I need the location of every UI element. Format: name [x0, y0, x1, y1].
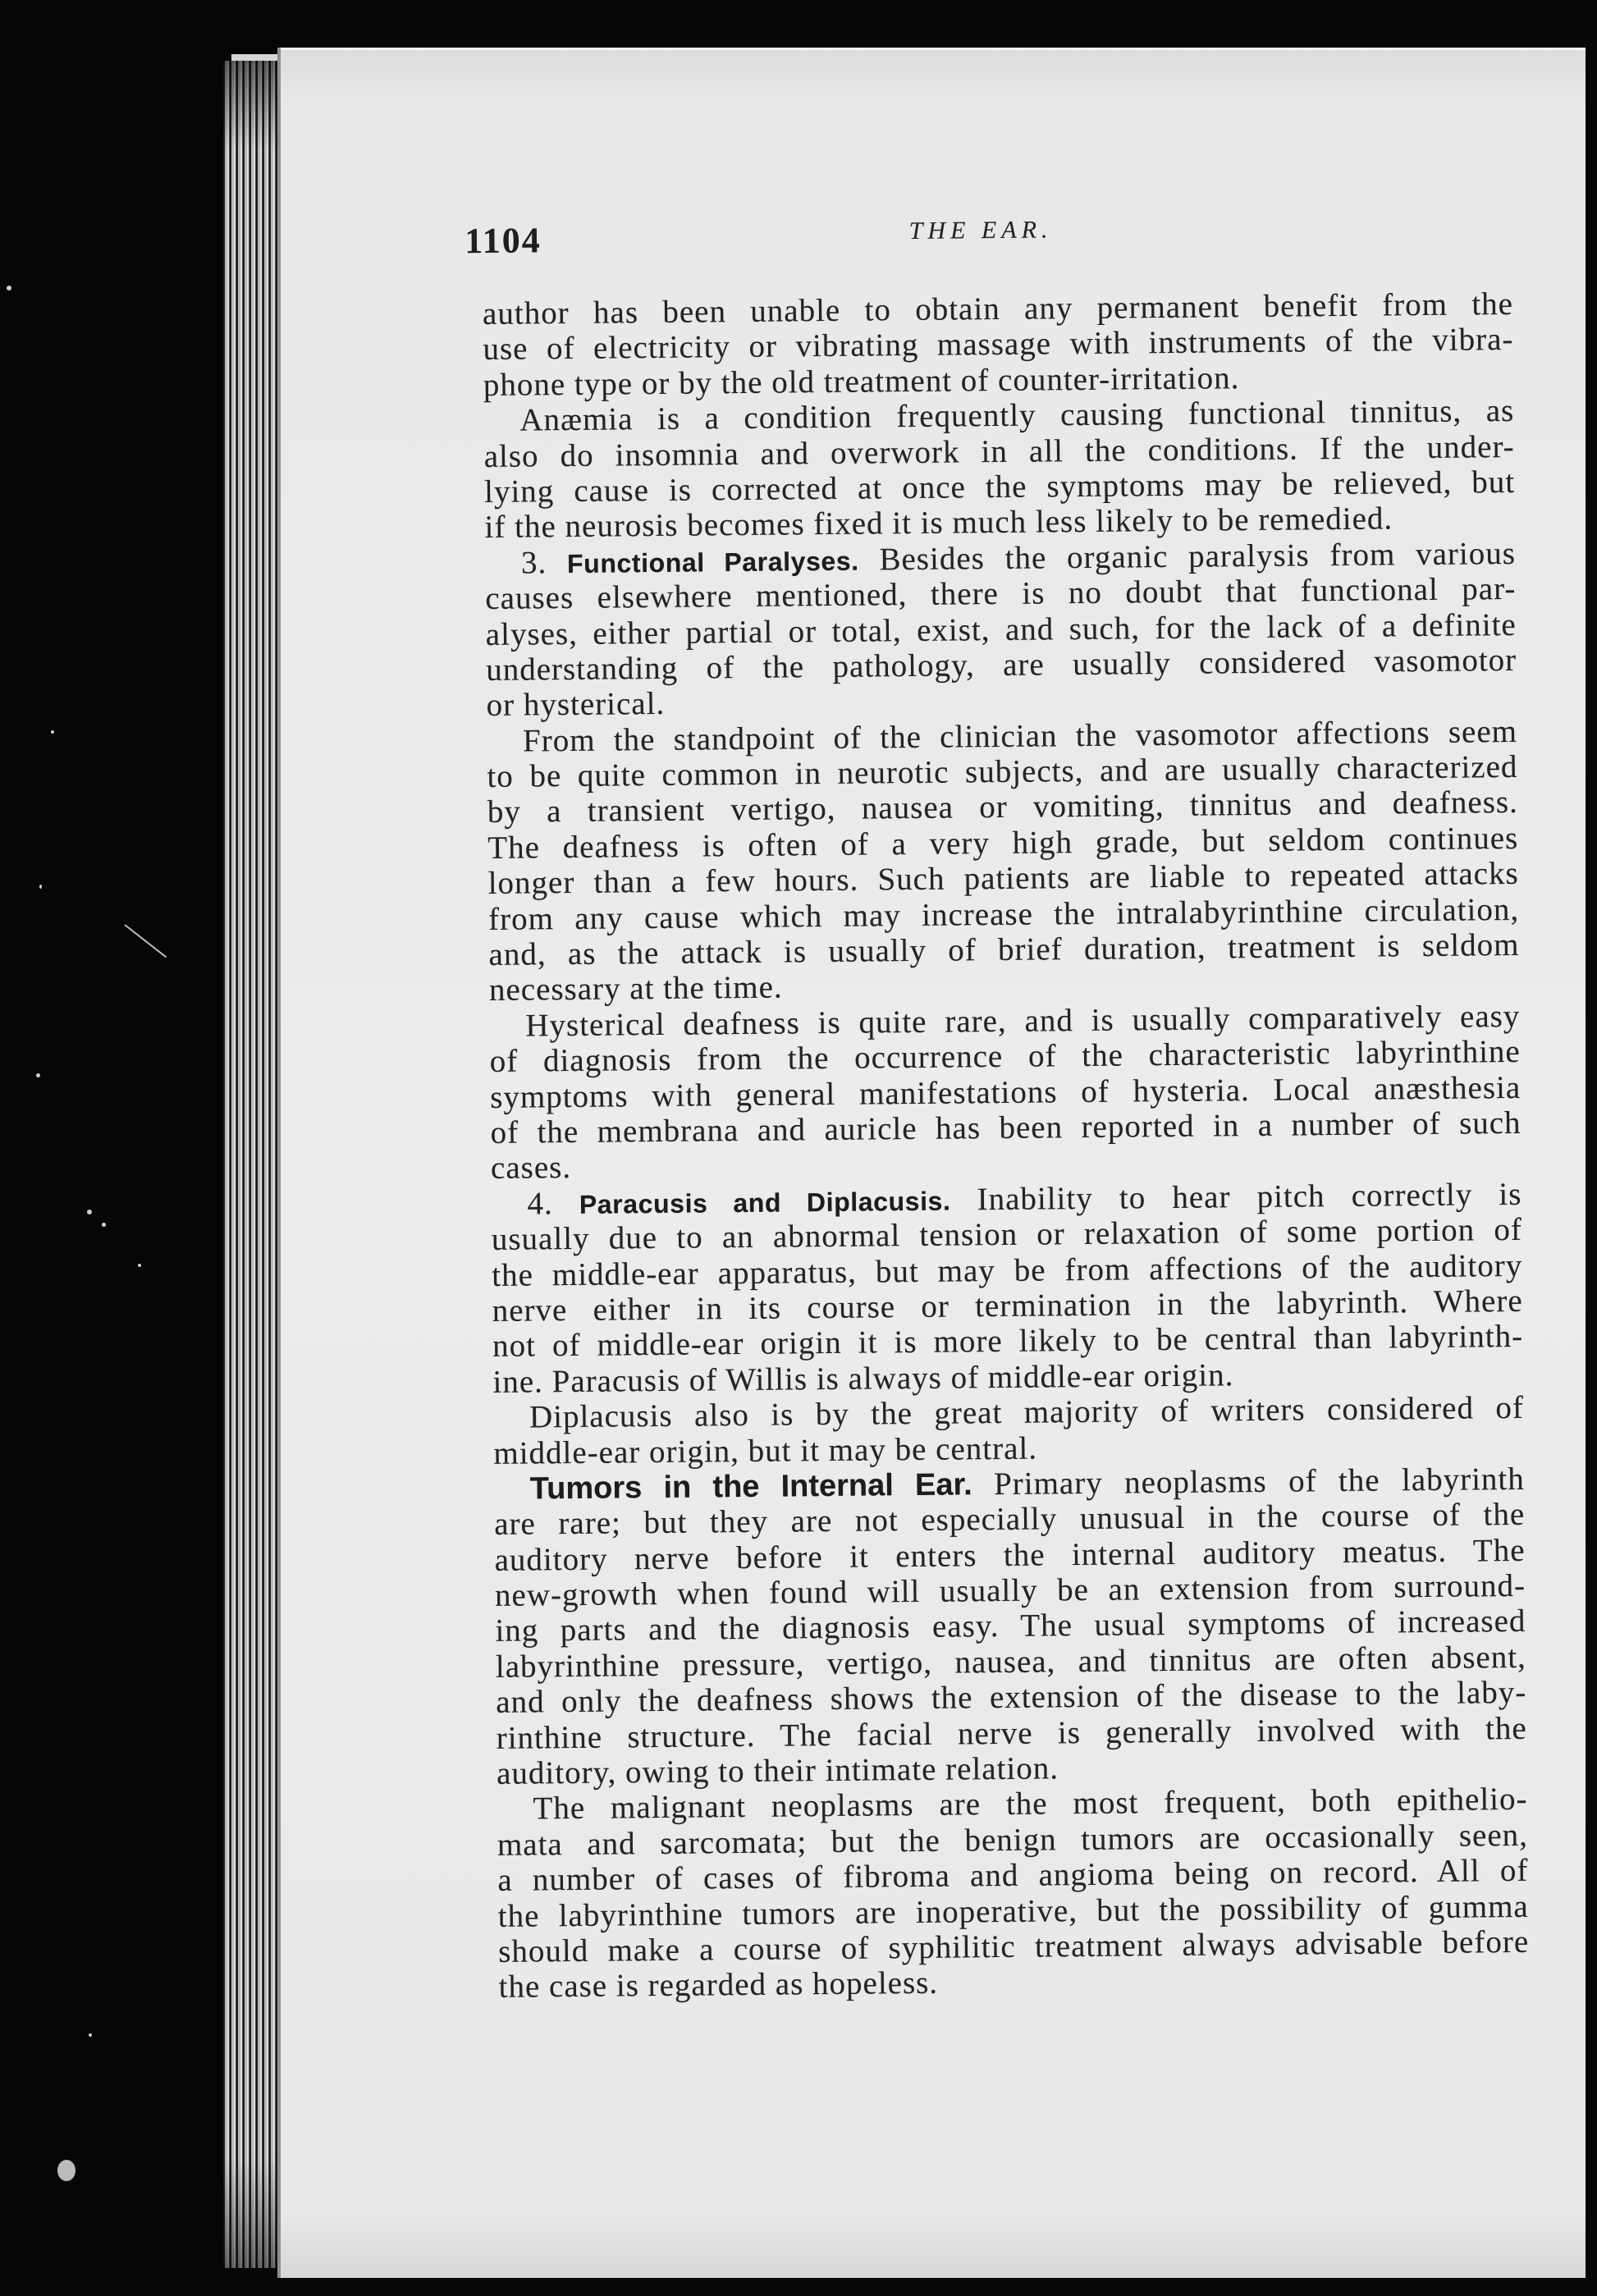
- text-line: are rare; but they are not especially unusual in the course of the: [494, 1497, 1526, 1543]
- text-line: nerve either in its course or termination in the labyrinth. Where: [492, 1283, 1523, 1329]
- text-line: the case is regarded as hopeless.: [498, 1965, 939, 2006]
- section-heading: Paracusis and Diplacusis.: [579, 1186, 951, 1219]
- text-line: use of electricity or vibrating massage with instruments of the vibra-: [483, 322, 1514, 368]
- line-text: Inability to hear pitch correctly is: [977, 1176, 1522, 1218]
- section-heading: Functional Paralyses.: [566, 546, 859, 579]
- text-line: understanding of the pathology, are usually considered vasomotor: [486, 642, 1517, 688]
- text-line: longer than a few hours. Such patients are liable to repeated attacks: [487, 856, 1519, 902]
- paragraph: [491, 1177, 1523, 1400]
- text-line: if the neurosis becomes fixed it is much less likely to be remedied.: [484, 501, 1393, 546]
- paragraph: [496, 1781, 1529, 2005]
- paragraph: [485, 536, 1517, 724]
- text-line: auditory, owing to their intimate relation.: [496, 1750, 1059, 1791]
- page-number: 1104: [464, 220, 542, 262]
- text-line: necessary at the time.: [488, 969, 783, 1009]
- paragraph: [483, 286, 1514, 403]
- text-line: to be quite common in neurotic subjects, and are usually characterized: [487, 748, 1518, 795]
- text-line: new-growth when found will usually be an extension from surround-: [494, 1567, 1526, 1613]
- text-line: auditory nerve before it enters the internal auditory meatus. The: [494, 1532, 1526, 1578]
- text-line: Hysterical deafness is quite rare, and is usually comparatively easy: [525, 998, 1521, 1044]
- text-line: alyses, either partial or total, exist, and such, for the lack of a definite: [485, 606, 1517, 652]
- text-line: the labyrinthine tumors are inoperative, but the possibility of gumma: [497, 1888, 1529, 1934]
- text-line: mata and sarcomata; but the benign tumors are occasionally seen,: [496, 1817, 1529, 1863]
- text-line: should make a course of syphilitic treatment always advisable before: [498, 1923, 1530, 1969]
- text-line: also do insomnia and overwork in all the conditions. If the under-: [483, 428, 1515, 474]
- line-text: Primary neoplasms of the labyrinth: [993, 1461, 1525, 1502]
- text-line: lying cause is corrected at once the symptoms may be relieved, but: [483, 464, 1516, 510]
- text-line: ing parts and the diagnosis easy. The usual symptoms of increased: [495, 1603, 1526, 1649]
- text-line: phone type or by the old treatment of counter-irritation.: [483, 359, 1240, 403]
- paragraph: [483, 393, 1516, 546]
- paragraph: [489, 999, 1521, 1187]
- text-line: or hysterical.: [486, 686, 666, 724]
- text-line: a number of cases of fibroma and angioma being on record. All of: [497, 1853, 1529, 1899]
- text-line: ine. Paracusis of Willis is always of middle-ear origin.: [492, 1356, 1234, 1400]
- text-line: middle-ear origin, but it may be central.: [493, 1430, 1038, 1471]
- text-line: cases.: [490, 1150, 572, 1187]
- line-text: Besides the organic paralysis from various: [879, 535, 1517, 578]
- text-line: rinthine structure. The facial nerve is generally involved with the: [496, 1710, 1527, 1756]
- paragraph: [493, 1390, 1525, 1471]
- text-line: causes elsewhere mentioned, there is no doubt that functional par-: [485, 571, 1517, 617]
- text-line: from any cause which may increase the intralabyrinthine circulation,: [487, 891, 1520, 937]
- text-line: of the membrana and auricle has been reported in a number of such: [490, 1105, 1521, 1150]
- text-line: Diplacusis also is by the great majority of writers considered of: [529, 1389, 1525, 1435]
- section-number: 4.: [527, 1185, 553, 1222]
- text-line: The deafness is often of a very high grade, but seldom continues: [487, 820, 1519, 866]
- text-line: usually due to an abnormal tension or relaxation of some portion of: [491, 1212, 1523, 1258]
- text-line: and only the deafness shows the extension of the disease to the laby-: [496, 1675, 1527, 1721]
- body-text: [483, 286, 1530, 2006]
- text-line: labyrinthine pressure, vertigo, nausea, and tinnitus are often absent,: [495, 1639, 1527, 1685]
- text-line: not of middle-ear origin it is more likely to be central than labyrinth-: [492, 1319, 1524, 1365]
- text-line: The malignant neoplasms are the most frequent, both epithelio-: [533, 1781, 1528, 1827]
- section-heading: Tumors in the Internal Ear.: [529, 1467, 972, 1507]
- text-line: the middle-ear apparatus, but may be from affections of the auditory: [492, 1247, 1523, 1293]
- text-line: symptoms with general manifestations of hysteria. Local anæsthesia: [490, 1069, 1521, 1115]
- text-line: and, as the attack is usually of brief duration, treatment is seldom: [488, 926, 1520, 972]
- section-number: 3.: [520, 544, 547, 581]
- text-line: author has been unable to obtain any permanent benefit from the: [482, 286, 1514, 332]
- text-line: of diagnosis from the occurrence of the characteristic labyrinthine: [489, 1034, 1521, 1080]
- text-line: Anæmia is a condition frequently causing functional tinnitus, as: [519, 393, 1515, 438]
- paragraph: [494, 1461, 1528, 1792]
- text-line: From the standpoint of the clinician the vasomotor affections seem: [522, 713, 1518, 759]
- running-head: THE EAR.: [908, 216, 1053, 245]
- text-line: by a transient vertigo, nausea or vomiting, tinnitus and deafness.: [487, 784, 1519, 830]
- paragraph: [487, 714, 1520, 1009]
